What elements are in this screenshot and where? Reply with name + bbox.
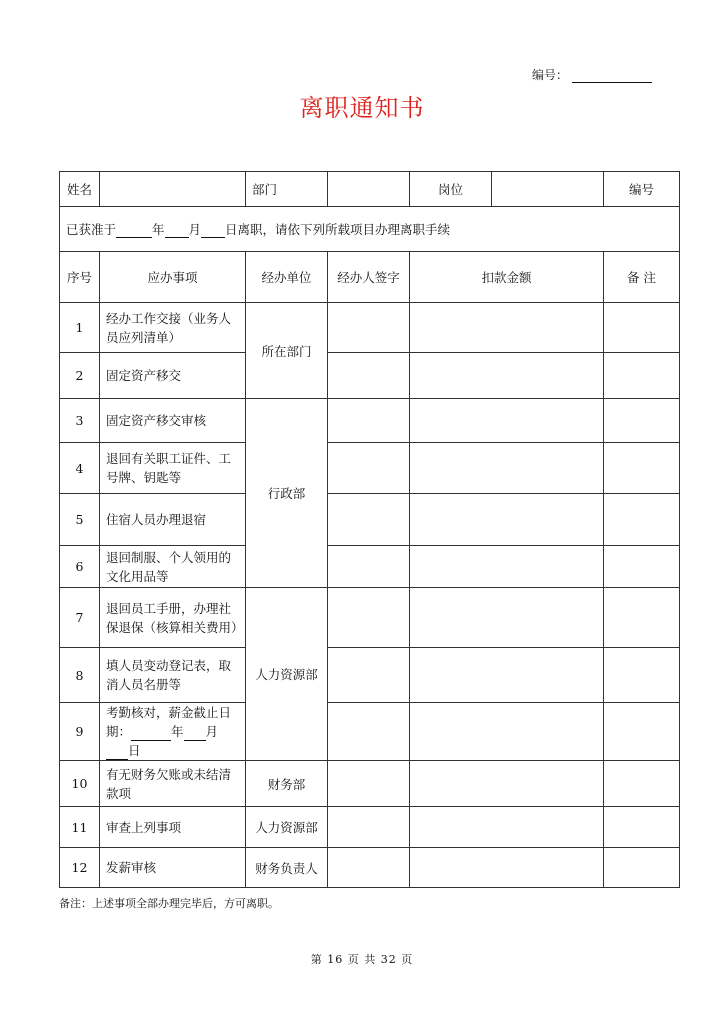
table-row <box>60 648 680 703</box>
deduction-cell[interactable] <box>410 807 604 848</box>
cutoff-day-label: 日 <box>128 743 141 758</box>
remark-cell[interactable] <box>604 588 680 648</box>
unit-finance: 财务部 <box>246 761 328 807</box>
remark-cell[interactable] <box>604 648 680 703</box>
name-field[interactable] <box>100 172 246 207</box>
header-signer: 经办人签字 <box>328 252 410 303</box>
remark-cell[interactable] <box>604 546 680 588</box>
remark-cell[interactable] <box>604 443 680 494</box>
approval-month-blank[interactable] <box>165 225 189 238</box>
deduction-cell[interactable] <box>410 443 604 494</box>
deduction-cell[interactable] <box>410 353 604 399</box>
row-item: 有无财务欠账或未结清款项 <box>100 761 246 807</box>
remark-cell[interactable] <box>604 848 680 888</box>
row-number: 6 <box>60 546 100 588</box>
document-number-label: 编号： <box>532 68 569 82</box>
name-label: 姓名 <box>60 172 100 207</box>
row-number: 10 <box>60 761 100 807</box>
row-item: 退回制服、个人领用的文化用品等 <box>100 546 246 588</box>
remark-cell[interactable] <box>604 807 680 848</box>
remark-cell[interactable] <box>604 703 680 761</box>
document-number-blank[interactable] <box>572 70 652 83</box>
row-item: 填人员变动登记表，取消人员名册等 <box>100 648 246 703</box>
signer-cell[interactable] <box>328 399 410 443</box>
table-row <box>60 399 680 443</box>
deduction-cell[interactable] <box>410 546 604 588</box>
approval-year-label: 年 <box>152 222 165 237</box>
table-row <box>60 546 680 588</box>
number-label-cell <box>604 172 680 207</box>
row-number: 2 <box>60 353 100 399</box>
remark-cell[interactable] <box>604 303 680 353</box>
approval-day-blank[interactable] <box>201 225 225 238</box>
row-item-prefix: 考勤核对，薪金截止日期： <box>106 705 232 739</box>
row-item <box>100 703 246 761</box>
approval-year-blank[interactable] <box>116 225 152 238</box>
deduction-cell[interactable] <box>410 303 604 353</box>
table-row <box>60 588 680 648</box>
row-item: 发薪审核 <box>100 848 246 888</box>
header-deduction: 扣款金额 <box>410 252 604 303</box>
row-number: 1 <box>60 303 100 353</box>
approval-month-label: 月 <box>188 222 202 237</box>
unit-admin: 行政部 <box>246 399 328 588</box>
signer-cell[interactable] <box>328 588 410 648</box>
header-row <box>60 252 680 303</box>
position-field[interactable] <box>492 172 604 207</box>
cutoff-year-blank[interactable] <box>131 728 171 741</box>
row-number: 11 <box>60 807 100 848</box>
signer-cell[interactable] <box>328 353 410 399</box>
row-item: 审查上列事项 <box>100 807 246 848</box>
approval-suffix: 日离职，请依下列所载项目办理离职手续 <box>225 222 451 237</box>
cutoff-year-label: 年 <box>171 724 184 739</box>
header-item: 应办事项 <box>100 252 246 303</box>
signer-cell[interactable] <box>328 494 410 546</box>
table-row <box>60 761 680 807</box>
page-title: 离职通知书 <box>299 94 425 122</box>
row-number: 12 <box>60 848 100 888</box>
position-label: 岗位 <box>410 172 492 207</box>
number-label: 编号 <box>628 182 654 197</box>
table-row <box>60 494 680 546</box>
row-item: 固定资产移交 <box>100 353 246 399</box>
table-row <box>60 703 680 761</box>
signer-cell[interactable] <box>328 703 410 761</box>
unit-payroll: 财务负责人 <box>246 848 328 888</box>
header-seq: 序号 <box>60 252 100 303</box>
row-number: 4 <box>60 443 100 494</box>
signer-cell[interactable] <box>328 848 410 888</box>
page-number: 第 16 页 共 32 页 <box>310 953 414 966</box>
dept-field[interactable] <box>328 172 410 207</box>
signer-cell[interactable] <box>328 648 410 703</box>
row-item: 住宿人员办理退宿 <box>100 494 246 546</box>
signer-cell[interactable] <box>328 443 410 494</box>
row-number: 8 <box>60 648 100 703</box>
approval-text <box>60 207 680 252</box>
row-item: 固定资产移交审核 <box>100 399 246 443</box>
table-row <box>60 353 680 399</box>
deduction-cell[interactable] <box>410 648 604 703</box>
deduction-cell[interactable] <box>410 848 604 888</box>
dept-label: 部门 <box>246 172 328 207</box>
cutoff-month-label: 月 <box>205 724 219 739</box>
resignation-form-table <box>59 171 680 888</box>
table-row <box>60 848 680 888</box>
row-item: 退回员工手册，办理社保退保（核算相关费用） <box>100 588 246 648</box>
unit-dept-own: 所在部门 <box>246 303 328 399</box>
info-row <box>60 172 680 207</box>
signer-cell[interactable] <box>328 761 410 807</box>
unit-hr: 人力资源部 <box>246 588 328 761</box>
unit-hr-review: 人力资源部 <box>246 807 328 848</box>
deduction-cell[interactable] <box>410 761 604 807</box>
deduction-cell[interactable] <box>410 399 604 443</box>
remark-cell[interactable] <box>604 399 680 443</box>
header-remark: 备 注 <box>604 252 680 303</box>
row-number: 5 <box>60 494 100 546</box>
document-number <box>532 66 652 83</box>
footnote: 备注：上述事项全部办理完毕后，方可离职。 <box>59 897 279 910</box>
deduction-cell[interactable] <box>410 703 604 761</box>
row-item: 经办工作交接（业务人员应列清单） <box>100 303 246 353</box>
row-number: 3 <box>60 399 100 443</box>
table-row <box>60 303 680 353</box>
remark-cell[interactable] <box>604 761 680 807</box>
cutoff-day-blank[interactable] <box>106 747 128 760</box>
remark-cell[interactable] <box>604 494 680 546</box>
row-item: 退回有关职工证件、工号牌、钥匙等 <box>100 443 246 494</box>
approval-prefix: 已获准于 <box>66 222 117 237</box>
row-number: 7 <box>60 588 100 648</box>
deduction-cell[interactable] <box>410 588 604 648</box>
table-row <box>60 443 680 494</box>
header-unit: 经办单位 <box>246 252 328 303</box>
cutoff-month-blank[interactable] <box>184 728 206 741</box>
signer-cell[interactable] <box>328 546 410 588</box>
table-row <box>60 807 680 848</box>
signer-cell[interactable] <box>328 303 410 353</box>
deduction-cell[interactable] <box>410 494 604 546</box>
approval-row <box>60 207 680 252</box>
row-number: 9 <box>60 703 100 761</box>
remark-cell[interactable] <box>604 353 680 399</box>
signer-cell[interactable] <box>328 807 410 848</box>
